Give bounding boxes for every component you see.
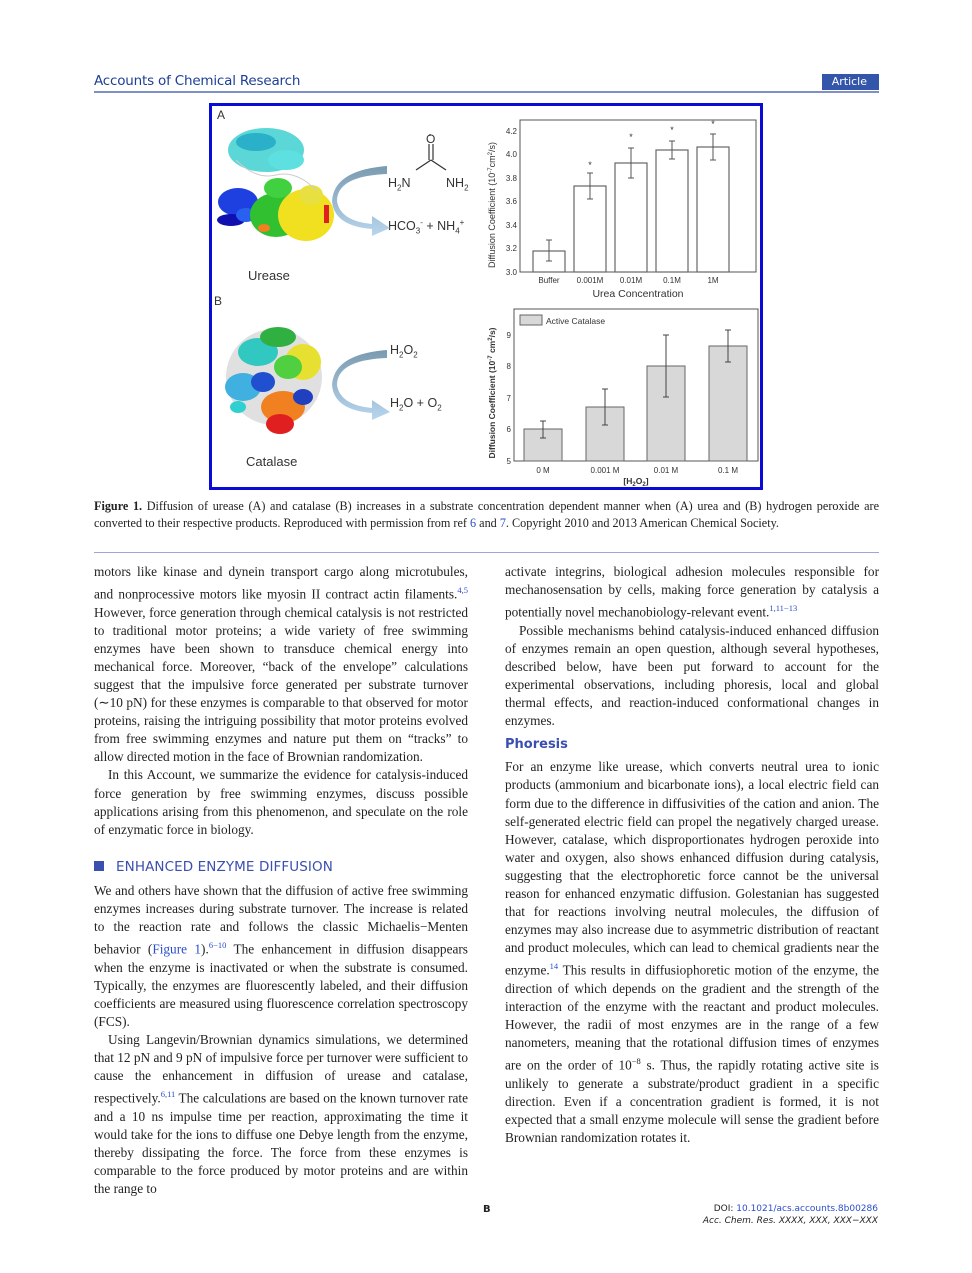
citation-link[interactable]: 4,5 (457, 585, 468, 596)
subsection-heading: Phoresis (505, 737, 568, 753)
journal-citation: Acc. Chem. Res. XXXX, XXX, XXX−XXX (702, 1216, 878, 1226)
svg-text:0.1M: 0.1M (663, 276, 681, 285)
svg-text:6: 6 (506, 425, 511, 434)
doi-link[interactable]: 10.1021/acs.accounts.8b00286 (736, 1204, 878, 1214)
running-header (94, 73, 879, 93)
text: The enhancement in diffusion disappears when the enzyme is inactivated or when the substrate is consumed. Typically, the enzymes are fluorescently labeled, and their diffusion coefficients are measured using fluorescence correlation spectroscopy (FCS). (94, 941, 468, 1029)
svg-text:0.01 M: 0.01 M (653, 466, 679, 475)
text: We and others have shown that the diffusion of active free swimming enzymes increases during substrate turnover. The increase is related to the reaction rate and follows the classic Michaelis−Menten behavior ( (94, 882, 468, 957)
section-square-icon (94, 861, 104, 871)
reaction-arrow-b-icon (332, 350, 394, 420)
urea-products: $HCO_3^- + NH_4^+$ (388, 218, 465, 236)
left-column (94, 563, 468, 1198)
urease-diffusion-chart (480, 110, 760, 300)
citation-link[interactable]: 6−10 (208, 940, 227, 951)
svg-text:3.8: 3.8 (505, 174, 517, 183)
figure-caption (94, 498, 879, 531)
svg-text:1M: 1M (707, 276, 719, 285)
svg-text:8: 8 (506, 362, 511, 371)
text: motors like kinase and dynein transport cargo along microtubules, and nonprocessive motors like myosin II contract actin filaments. (94, 564, 468, 602)
svg-text:3.6: 3.6 (505, 197, 517, 206)
svg-text:3.0: 3.0 (505, 268, 517, 277)
catalase-diffusion-chart (480, 301, 760, 491)
urease-structure-image (216, 120, 336, 270)
panel-a-label: A (217, 108, 226, 122)
figure-1: A B Urease O $H_2N$ $NH_2$ $HCO_3^- + NH_4^+$ Catalase $H_2O_2$ $H_2O + O_2$ Diffusion Coefficient $(10^{-7}cm^2/s)$ 3.0 3.2 3.4 3.6 3.8 4.0 4.2 * * * * Buffer 0.001M 0.01M 0.1M 1M Urea Concentration Diffusion Coefficient ($10^{-7}$ $cm^2/s$) 5 6 7 8 9 Active Catalase 0 M 0.001 M 0.01 M 0.1 M $[H_2O_2]$ (209, 103, 763, 490)
svg-text:4.2: 4.2 (505, 127, 517, 136)
svg-text:*: * (670, 125, 674, 135)
reaction-arrow-a-icon (332, 166, 394, 236)
svg-text:*: * (711, 119, 715, 129)
svg-text:*: * (588, 160, 592, 170)
paragraph (505, 563, 879, 622)
paragraph: In this Account, we summarize the evidence for catalysis-induced force generation by free swimming enzymes, discuss possible applications arising from this phenomenon, and speculate on the role of enzymatic force in biology. (94, 767, 468, 837)
section-title: ENHANCED ENZYME DIFFUSION (116, 858, 333, 875)
citation-link[interactable]: 1,11−13 (769, 603, 798, 614)
paragraph (94, 882, 468, 1031)
text: This results in diffusiophoretic motion of the enzyme, the direction of which depends on the gradient and the strength of the interaction of the enzyme with the reactant and product molecules. However, the radii of most enzymes are in the range of a few nanometers, meaning that the rotational diffusion times of enzymes are on the order of 10 (505, 962, 879, 1073)
paragraph (94, 563, 468, 766)
svg-text:0.1 M: 0.1 M (717, 466, 739, 475)
svg-text:9: 9 (506, 331, 511, 340)
svg-text:Diffusion Coefficient (10-7cm2: Diffusion Coefficient $(10^{-7}cm^2/s)$ (487, 142, 497, 268)
section-heading (94, 858, 468, 876)
journal-title: Accounts of Chemical Research (94, 73, 301, 89)
text: For an enzyme like urease, which converts neutral urea to ionic products (ammonium and bicarbonate ions), a local electric field can form due to the difference in diffusivities of the cation and anion. The self-generated electric field can propel the negatively charged urease. However, catalase, which disproportionates hydrogen peroxide into water and oxygen, also shows enhanced diffusion during catalysis, suggesting that the electrophoretic force cannot be the universal reason for enhanced enzymatic diffusion. Golestanian has suggested that for reactions involving neutral molecules, the diffusion of enzymes may also increase due to asymmetric distribution of reactant and product molecules, which can lead to chemical gradients near the enzyme. (505, 759, 879, 978)
paragraph: Possible mechanisms behind catalysis-induced enhanced diffusion of enzymes remain an open question, although several hypotheses, described below, have been put forward to account for the experimental observations, including phoresis, local and global thermal effects, and reaction-induced conformational changes in enzymes. (505, 622, 879, 729)
catalase-label: Catalase (246, 454, 298, 469)
paragraph (94, 1031, 468, 1198)
svg-text:[H2O2]: $[H_2O_2]$ (623, 476, 649, 488)
svg-text:3.4: 3.4 (505, 221, 517, 230)
footer-citation (703, 1203, 878, 1227)
caption-divider (94, 552, 879, 553)
svg-text:Diffusion Coefficient (10-7 cm: Diffusion Coefficient ($10^{-7}$ $cm^2/s$) (487, 327, 497, 459)
article-type-badge: Article (822, 74, 879, 90)
doi-label: DOI: (713, 1204, 737, 1214)
svg-text:3.2: 3.2 (505, 244, 517, 253)
figure-1-link[interactable]: Figure 1 (152, 941, 202, 957)
ref-link-6[interactable]: 6 (470, 515, 477, 530)
text: The calculations are based on the known turnover rate and a 10 ns impulse time per reaction, approximating the time it would take for the ions to diffuse one Debye length from the enzyme, thereby dissipating the force. The force from these enzymes is comparable to the force produced by motor proteins and are within the range to (94, 1090, 468, 1197)
exponent: −8 (631, 1056, 641, 1067)
ref-link-7[interactable]: 7 (499, 515, 506, 530)
svg-text:0.001M: 0.001M (576, 276, 604, 285)
caption-text: and (476, 515, 500, 530)
svg-text:5: 5 (506, 457, 511, 466)
svg-text:0.01M: 0.01M (619, 276, 643, 285)
catalase-products: $H_2O + O_2$ (390, 396, 442, 413)
svg-text:*: * (629, 132, 633, 142)
svg-text:Buffer: Buffer (538, 276, 560, 285)
text: Using Langevin/Brownian dynamics simulations, we determined that 12 pN and 9 pN of impulsive force per turnover were sufficient to cause the enhancement in diffusion of urease and catalase, respectively. (94, 1032, 468, 1106)
figure-label: Figure 1. (94, 499, 143, 513)
svg-text:7: 7 (506, 394, 511, 403)
h2o2-reactant: $H_2O_2$ (390, 343, 418, 360)
text: ). (201, 941, 209, 957)
page-number: B (483, 1204, 491, 1215)
panel-b-label: B (214, 294, 223, 308)
svg-text:0.001 M: 0.001 M (590, 466, 620, 475)
svg-text:4.0: 4.0 (505, 150, 517, 159)
svg-text:0 M: 0 M (536, 466, 550, 475)
citation-link[interactable]: 14 (549, 961, 559, 972)
catalase-structure-image (218, 322, 330, 442)
paragraph (505, 758, 879, 1147)
text: s. Thus, the rapidly rotating active site is unlikely to generate a substrate/product gradient in a specific direction. Even if a concentration gradient is formed, it is not expected that a small enzyme molecule will sense the gradient before Brownian randomization rotates it. (505, 1057, 879, 1146)
svg-text:O: O (426, 134, 436, 146)
text: However, force generation through chemical catalysis is not restricted to traditional motor proteins; a wide variety of free swimming enzymes have been shown to transduce chemical energy into mechanical force. Moreover, “back of the envelope” calculations suggest that the impulsive force generated per substrate turnover (∼10 pN) for these enzymes is comparable to that observed for motor proteins, raising the intriguing possibility that motor proteins evolved from free swimming enzymes and nature put them on “tracks” to allow directed motion in the face of Brownian randomization. (94, 604, 468, 765)
right-column (505, 563, 879, 1147)
svg-text:Urea Concentration: Urea Concentration (592, 288, 684, 300)
text: activate integrins, biological adhesion molecules responsible for mechanosensation by cells, making force generation by catalysis a potentially novel mechanobiology-relevant event. (505, 564, 879, 620)
urease-label: Urease (248, 268, 290, 283)
citation-link[interactable]: 6,11 (160, 1089, 176, 1100)
caption-text: . Copyright 2010 and 2013 American Chemical Society. (505, 515, 779, 530)
caption-text: Diffusion of urease (A) and catalase (B) increases in a substrate concentration dependent manner when (A) urea and (B) hydrogen peroxide are converted to their respective products. Reproduced with permission from ref (94, 499, 879, 530)
svg-text:Active Catalase: Active Catalase (546, 316, 606, 326)
